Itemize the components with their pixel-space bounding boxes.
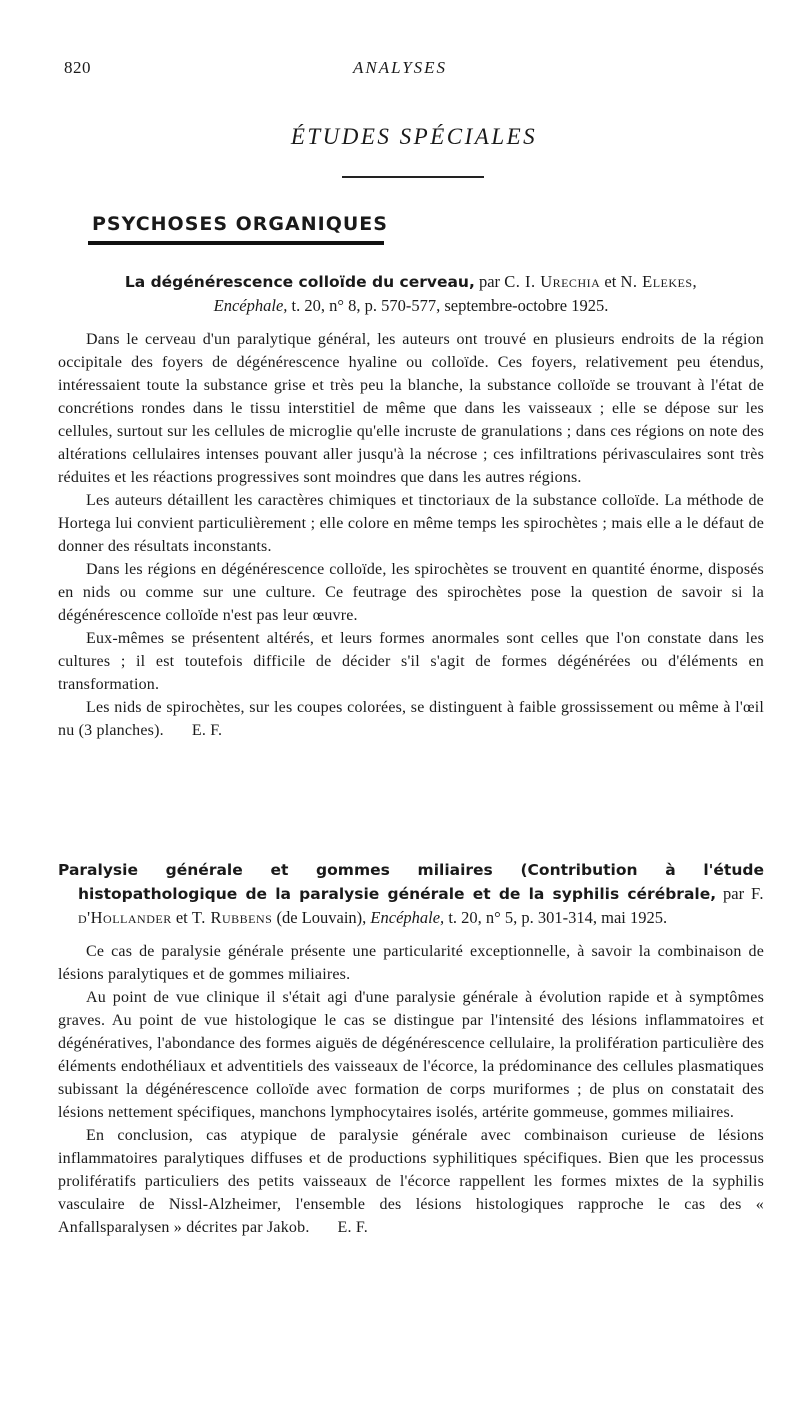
by-word: par [723,884,745,903]
paragraph-text: En conclusion, cas atypique de paralysie générale avec combinaison curieuse de lésions inflammatoires paralytiques diffuses et de productions syphilitiques spécifiques. Bien que les processus prolifératifs particuliers des petits vaisseaux de l'écorce rappellent les formes mixtes de la syphilis vasculaire de Nissl-Alzheimer, l'ensemble des lésions histologiques rapproche le cas des « Anfallsparalysen » décrites par Jakob. [58,1127,764,1236]
article-title: Paralysie générale et gommes miliaires (Contribution à l'étude histopathologique de la paralysie générale et de la syphilis cérébrale, [58,861,764,903]
rubric-title: PSYCHOSES ORGANIQUES [92,213,388,235]
and-word: et [175,908,188,927]
body-paragraph: Les auteurs détaillent les caractères chimiques et tinctoriaux de la substance colloïde. La méthode de Hortega lui convient particulièrement ; elle colore en même temps les spirochètes ; mais elle a le défaut de donner des résultats inconstants. [58,492,764,555]
body-paragraph: Au point de vue clinique il s'était agi d'une paralysie générale à évolution rapide et à symptômes graves. Au point de vue histologique le cas se distingue par l'intensité des lésions inflammatoires et dégénératives, l'abondance des formes aiguës de dégénérescence cellulaire, la prolifération particulière des éléments endothéliaux et adventitiels des vaisseaux de l'écorce, la prédominance des cellules plasmatiques subissant la dégénérescence colloïde avec formation de corps muriformes ; de plus on constatait des lésions nettement spécifiques, manchons lymphocytaires isolés, artérite gommeuse, gommes miliaires. [58,989,764,1121]
journal-name: Encéphale, [370,908,445,927]
running-head: ANALYSES [352,58,448,77]
article-general-paralysis-gummas [58,858,764,1239]
body-paragraph: Dans le cerveau d'un paralytique général, les auteurs ont trouvé en plusieurs endroits de la région occipitale des foyers de dégénérescence hyaline ou colloïde. Ces foyers, relativement peu étendus, intéressaient toute la substance grise et très peu la blanche, la substance colloïde se trouvant à l'état de concrétions rondes dans le tissu interstitiel de même que dans les vaisseaux ; elle se dépose sur les cellules, surtout sur les cellules de microglie qu'elle incruste de granulations ; dans ces régions on note des altérations cellulaires intenses pouvant aller jusqu'à la nécrose ; ces infiltrations périvasculaires sont très réduites et les réactions progressives sont moindres que dans les autres régions. [58,331,764,486]
body-paragraph-last [58,696,764,742]
citation-details: t. 20, n° 8, p. 570-577, septembre-octobre 1925. [291,296,609,315]
author-name: F. d'Hollander [78,884,764,927]
reviewer-signature: E. F. [191,722,223,739]
author-name: T. Rubbens [191,908,273,927]
citation-details: t. 20, n° 5, p. 301-314, mai 1925. [448,908,668,927]
reviewer-signature: E. F. [337,1219,368,1236]
body-paragraph: Ce cas de paralysie générale présente une particularité exceptionnelle, à savoir la combinaison de lésions paralytiques et de gommes miliaires. [58,943,764,983]
rubric-underline [88,241,384,245]
author-name: N. Elekes, [620,272,698,291]
page-number: 820 [64,58,91,77]
body-paragraph-last [58,1124,764,1239]
author-affiliation: (de Louvain), [276,908,367,927]
paragraph-text: Les nids de spirochètes, sur les coupes colorées, se distinguent à faible grossissement ou même à l'œil nu (3 planches). [58,699,764,739]
body-paragraph: Eux-mêmes se présentent altérés, et leurs formes anormales sont celles que l'on constate dans les cultures ; il est toutefois difficile de décider s'il s'agit de formes dégénérées ou d'éléments en transformation. [58,630,764,693]
article-colloid-degeneration [58,270,764,742]
section-title: ÉTUDES SPÉCIALES [290,124,538,149]
section-divider [342,176,484,178]
author-name: C. I. Urechia [504,272,601,291]
article-heading [58,270,764,318]
journal-name: Encéphale, [213,296,288,315]
and-word: et [604,272,617,291]
article-title: La dégénérescence colloïde du cerveau, [124,273,475,291]
by-word: par [478,272,501,291]
article-heading [58,858,764,930]
body-paragraph: Dans les régions en dégénérescence colloïde, les spirochètes se trouvent en quantité énorme, disposés en nids ou comme sur une culture. Ce feutrage des spirochètes pose la question de savoir si la dégénérescence colloïde n'est pas leur œuvre. [58,561,764,624]
